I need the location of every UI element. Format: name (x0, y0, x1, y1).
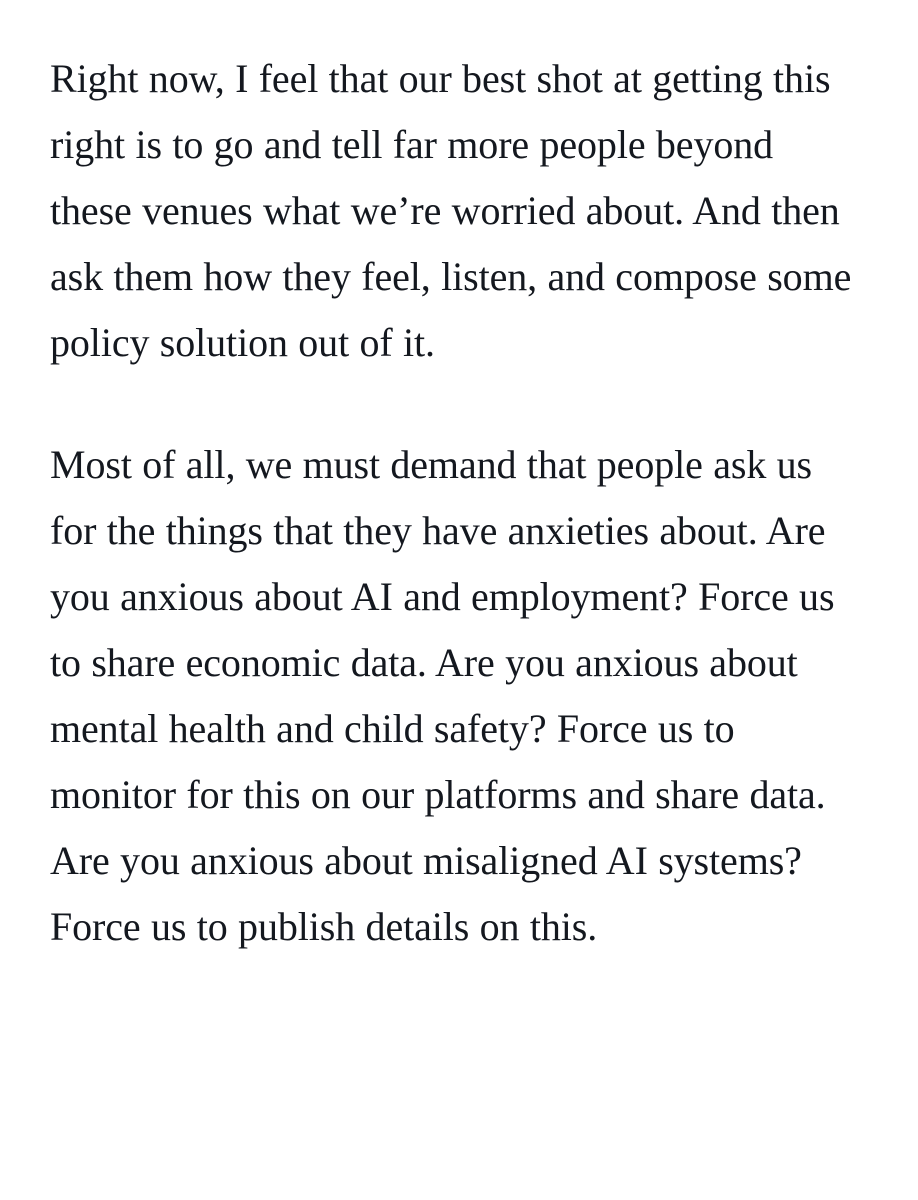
paragraph-2: Most of all, we must demand that people ask us for the things that they have anxieties about. Are you anxious about AI and employment? Force us to share economic data. Are you anxious about mental health and child safety? Force us to monitor for this on our platforms and share data. Are you anxious about misaligned AI systems? Force us to publish details on this. (50, 442, 835, 949)
paragraph-1: Right now, I feel that our best shot at getting this right is to go and tell far more people beyond these venues what we’re worried about. And then ask them how they feel, listen, and compose some policy solution out of it. (50, 56, 852, 365)
article-body (50, 46, 860, 960)
